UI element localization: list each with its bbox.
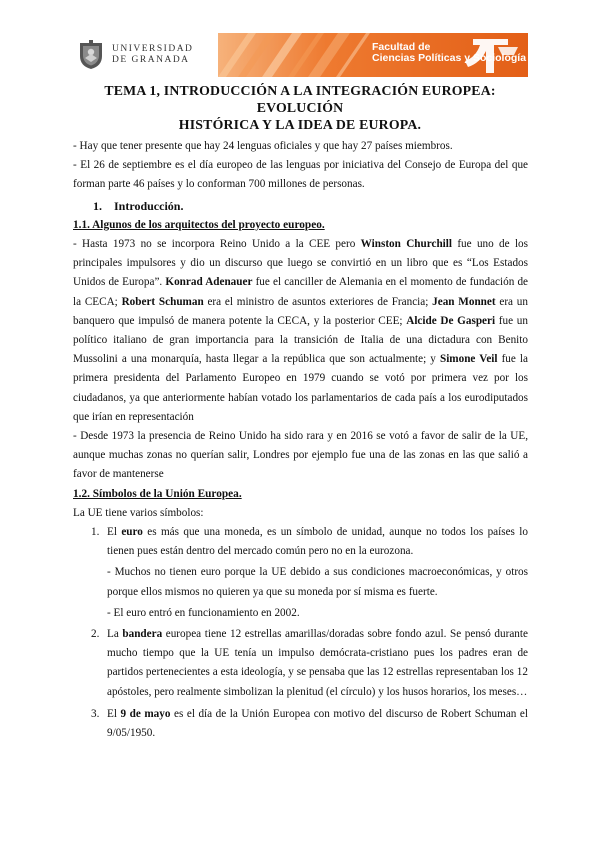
section-1-heading: [93, 197, 528, 216]
subsection-1-2-heading: 1.2. Símbolos de la Unión Europea.: [73, 487, 242, 500]
text-run: - Hasta 1973 no se incorpora Reino Unido a la CEE pero: [73, 238, 361, 251]
text-run: fue la primera presidenta del Parlamento Europeo en 1979 cuando se votó por primera vez por los ciudadanos, ya que anteriormente habían votado los parlamentarios de cada país a los eurodiputados que irían en representación: [73, 353, 528, 423]
euro-note-2: - El euro entró en funcionamiento en 2002.: [107, 606, 300, 619]
university-crest-icon: [78, 40, 104, 70]
list-number: 2.: [91, 628, 100, 641]
architects-paragraph: [73, 235, 528, 427]
faculty-name-line-1: Facultad de: [372, 41, 431, 53]
intro-paragraph-1: - Hay que tener presente que hay 24 lenguas oficiales y que hay 27 países miembros.: [73, 140, 453, 152]
text-run: El: [107, 707, 121, 720]
text-run: es el día de la Unión Europea con motivo del discurso de Robert Schuman el 9/05/1950.: [107, 707, 528, 740]
text-run: La: [107, 628, 123, 641]
section-1-title: Introducción.: [114, 198, 184, 213]
term-9-mayo: 9 de mayo: [120, 707, 171, 720]
name-monnet: Jean Monnet: [432, 295, 496, 308]
name-de-gasperi: Alcide De Gasperi: [406, 314, 496, 327]
text-run: El: [107, 526, 122, 539]
text-run: europea tiene 12 estrellas amarillas/doradas sobre fondo azul. Se pensó durante mucho tiempo que la UE tenía un impulso demócrata-cristiano pues los padres eran de partidos pertenecientes a esta ideología, y se pensaba que las 12 estrellas representaban los 12 apóstoles, pero realmente simbolizan la plenitud (el círculo) y los husos horarios, los meses…: [107, 628, 528, 698]
uk-paragraph: - Desde 1973 la presencia de Reino Unido ha sido rara y en 2016 se votó a favor de salir de la UE, aunque muchas zonas no querían salir, Londres por ejemplo fue una de las zonas en las que salió a favor de mantenerse: [73, 430, 528, 481]
section-1-number: 1.: [93, 198, 102, 213]
text-run: fue uno de los principales impulsores y dio un discurso que luego se convirtió en un libro que es “Los Estados Unidos de Europa”.: [73, 238, 529, 289]
university-name: [112, 44, 193, 66]
intro-paragraph-2: - El 26 de septiembre es el día europeo de las lenguas por iniciativa del Consejo de Europa del que forman parte 46 países y lo conforman 700 millones de personas.: [73, 159, 528, 191]
text-run: era un banquero que impulsó de manera potente la CECA, y la posterior CEE;: [73, 295, 528, 327]
text-run: es más que una moneda, es un símbolo de unidad, aunque no todos los países lo tienen pues están dentro del mercado común pero no en la eurozona.: [107, 526, 528, 558]
faculty-banner: [218, 33, 528, 77]
university-name-line-2: DE GRANADA: [112, 55, 190, 65]
name-schuman: Robert Schuman: [121, 295, 204, 308]
list-item-flag: [73, 625, 528, 702]
list-item-euro: [73, 523, 528, 561]
symbols-lead: La UE tiene varios símbolos:: [73, 506, 204, 519]
name-adenauer: Konrad Adenauer: [165, 276, 253, 289]
title-line-1: TEMA 1, INTRODUCCIÓN A LA INTEGRACIÓN EUROPEA: EVOLUCIÓN: [104, 83, 496, 115]
text-run: era el ministro de asuntos exteriores de Francia;: [203, 295, 433, 308]
euro-note-1: - Muchos no tienen euro porque la UE debido a sus condiciones macroeconómicas, y otros porque ellos mismos no quieren ya que su moneda por sí misma es fuerte.: [107, 566, 528, 598]
term-flag: bandera: [122, 628, 163, 641]
document-title: [60, 82, 540, 133]
term-euro: euro: [121, 526, 143, 539]
university-name-line-1: UNIVERSIDAD: [112, 44, 194, 54]
university-logo: [78, 37, 218, 73]
faculty-name: [372, 42, 526, 64]
name-churchill: Winston Churchill: [360, 238, 452, 251]
list-item-europe-day: [73, 705, 528, 743]
faculty-name-line-2: Ciencias Políticas y Sociología: [372, 52, 527, 64]
list-number: 3.: [91, 707, 100, 720]
document-header: [78, 33, 528, 77]
subsection-1-1-heading: 1.1. Algunos de los arquitectos del proyecto europeo.: [73, 218, 325, 231]
text-run: fue el canciller de Alemania en el momento de fundación de la CECA;: [73, 276, 529, 308]
title-line-2: HISTÓRICA Y LA IDEA DE EUROPA.: [178, 117, 422, 132]
text-run: fue un político italiano de gran importancia para la transición de Italia de una dictadura con Benito Mussolini a una monarquía, hasta llegar a la república que son actualmente; y: [73, 314, 528, 366]
list-number: 1.: [91, 526, 100, 539]
document-body: [73, 137, 528, 743]
name-veil: Simone Veil: [439, 353, 498, 366]
